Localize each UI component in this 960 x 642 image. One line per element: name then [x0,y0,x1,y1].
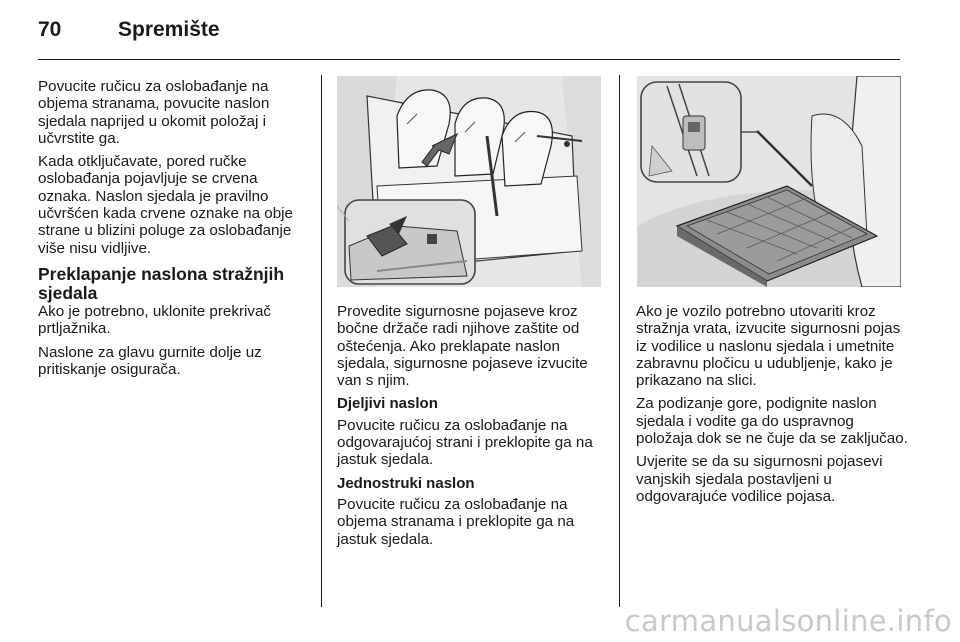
column-1 [38,78,310,384]
watermark: carmanualsonline.info [624,604,952,638]
header-rule [38,59,900,60]
page-number: 70 [38,18,62,41]
figure-cargo-loading [637,76,901,287]
col1-paragraph-4: Naslone za glavu gurnite dolje uz pritiskanje osigurača. [38,343,262,378]
col3-paragraph-2: Za podizanje gore, podignite naslon sjedala i vodite ga do uspravnog položaja dok se ne čuje da se zaključao. [636,395,908,448]
subheading-split-backrest: Djeljivi naslon [337,395,438,413]
column-3 [636,303,910,511]
col1-paragraph-3: Ako je potrebno, uklonite prekrivač prtljažnika. [38,302,272,338]
figure-rear-seats [337,76,601,287]
column-divider-right [619,75,620,607]
section-heading: Preklapanje naslona stražnjih sjedala [38,263,285,303]
page-title: Spremište [118,18,220,41]
subheading-single-backrest: Jednostruki naslon [337,474,475,492]
column-2 [337,303,611,554]
col1-paragraph-1: Povucite ručicu za oslobađanje na objema stranama, povucite naslon sjedala naprijed u okomit položaj i učvrstite ga. [38,78,270,147]
col3-paragraph-1: Ako je vozilo potrebno utovariti kroz stražnja vrata, izvucite sigurnosni pojas iz vodilice u naslonu sjedala i umetnite zabravnu pločicu u udubljenje, kako je prikazano na slici. [636,303,901,390]
col1-paragraph-2: Kada otključavate, pored ručke oslobađanja pojavljuje se crvena oznaka. Naslon sjedala je pravilno učvršćen kada crvene oznake na obje strane u blizini poluge za oslobađanje više nisu vidljive. [38,153,293,257]
col2-paragraph-2: Povucite ručicu za oslobađanje na odgovarajućoj strani i preklopite ga na jastuk sjedala. [337,416,593,469]
column-divider-left [321,75,322,607]
col2-paragraph-1: Provedite sigurnosne pojaseve kroz bočne držače radi njihove zaštite od oštećenja. Ako preklapate naslon sjedala, sigurnosne pojaseve izvucite van s njim. [337,303,588,390]
col3-paragraph-3: Uvjerite se da su sigurnosni pojasevi vanjskih sjedala postavljeni u odgovarajuće vodilice pojasa. [636,453,883,505]
col2-paragraph-3: Povucite ručicu za oslobađanje na objema stranama i preklopite ga na jastuk sjedala. [337,495,575,548]
